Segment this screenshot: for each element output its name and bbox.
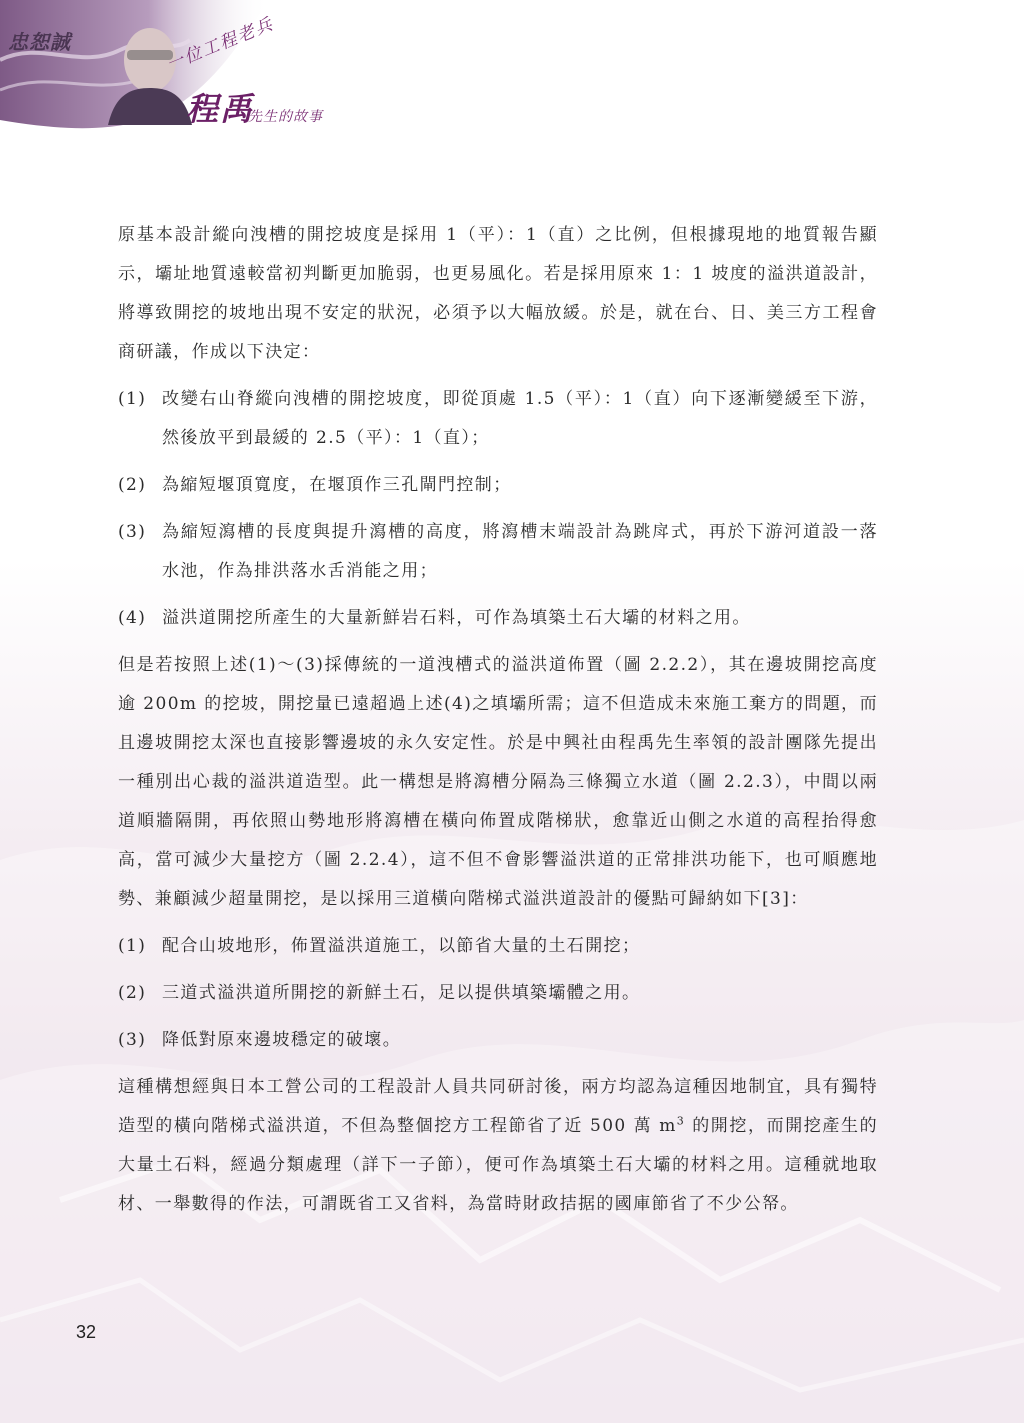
advantages-list (118, 927, 878, 1060)
main-content (118, 216, 878, 1224)
list-item-text: 降低對原來邊坡穩定的破壞。 (162, 1030, 402, 1050)
list-item (118, 927, 878, 966)
page-number: 32 (76, 1322, 97, 1342)
paragraph-1: 原基本設計縱向洩槽的開挖坡度是採用 1（平）：1（直）之比例，但根據現地的地質報告顯示，壩址地質遠較當初判斷更加脆弱，也更易風化。若是採用原來 1：1 坡度的溢洪道設計，將導致開挖的坡地出現不安定的狀況，必須予以大幅放緩。於是，就在台、日、美三方工程會商研議，作成以下決定： (118, 225, 878, 362)
list-item (118, 599, 878, 638)
decision-list (118, 380, 878, 638)
list-item-number: (3) (118, 1030, 147, 1050)
list-item-number: (4) (118, 608, 147, 628)
list-item-number: (1) (118, 389, 147, 409)
list-item-number: (2) (118, 475, 147, 495)
book-title-name: 程禹 (186, 90, 255, 128)
list-item (118, 466, 878, 505)
list-item-text: 為縮短堰頂寬度，在堰頂作三孔閘門控制； (162, 475, 512, 495)
paragraph-3-part1: 這種構想經與日本工營公司的工程設計人員共同研討後，兩方均認為這種因地制宜，具有獨特造型的橫向階梯式溢洪道，不但為整個挖方工程節省了近 500 萬 m (118, 1077, 878, 1136)
list-item-text: 三道式溢洪道所開挖的新鮮土石，足以提供填築壩體之用。 (162, 983, 641, 1003)
book-title (138, 13, 378, 134)
list-item-text: 為縮短瀉槽的長度與提升瀉槽的高度，將瀉槽末端設計為跳戽式，再於下游河道設一落水池，作為排洪落水舌消能之用； (162, 522, 878, 581)
list-item (118, 1021, 878, 1060)
logo-calligraphy: 忠恕誠 (8, 30, 71, 54)
list-item-number: (1) (118, 936, 147, 956)
list-item (118, 380, 878, 458)
paragraph-3 (118, 1068, 878, 1224)
list-item (118, 513, 878, 591)
list-item-text: 溢洪道開挖所產生的大量新鮮岩石料，可作為填築土石大壩的材料之用。 (162, 608, 751, 628)
header-banner (0, 0, 380, 140)
list-item-text: 改變右山脊縱向洩槽的開挖坡度，即從頂處 1.5（平）：1（直）向下逐漸變緩至下游，然後放平到最緩的 2.5（平）：1（直）； (162, 389, 878, 448)
list-item-number: (3) (118, 522, 147, 542)
paragraph-3-part2: 的開挖，而開挖產生的大量土石料，經過分類處理（詳下一子節），便可作為填築土石大壩的材料之用。這種就地取材、一舉數得的作法，可謂既省工又省料，為當時財政拮据的國庫節省了不少公帑。 (118, 1116, 878, 1214)
list-item (118, 974, 878, 1013)
paragraph-2: 但是若按照上述(1)～(3)採傳統的一道洩槽式的溢洪道佈置（圖 2.2.2），其在邊坡開挖高度逾 200m 的挖坡，開挖量已遠超過上述(4)之填壩所需；這不但造成未來施工棄方的問題，而且邊坡開挖太深也直接影響邊坡的永久安定性。於是中興社由程禹先生率領的設計團隊先提出一種別出心裁的溢洪道造型。此一構想是將瀉槽分隔為三條獨立水道（圖 2.2.3），中間以兩道順牆隔開，再依照山勢地形將瀉槽在橫向佈置成階梯狀，愈靠近山側之水道的高程抬得愈高，當可減少大量挖方（圖 2.2.4），這不但不會影響溢洪道的正常排洪功能下，也可順應地勢、兼顧減少超量開挖，是以採用三道橫向階梯式溢洪道設計的優點可歸納如下[3]： (118, 655, 878, 909)
list-item-number: (2) (118, 983, 147, 1003)
list-item-text: 配合山坡地形，佈置溢洪道施工，以節省大量的土石開挖； (162, 936, 641, 956)
superscript-3: 3 (676, 1114, 686, 1128)
book-title-line1: 一位工程老兵 (163, 13, 278, 76)
book-title-rest: 先生的故事 (248, 109, 323, 125)
